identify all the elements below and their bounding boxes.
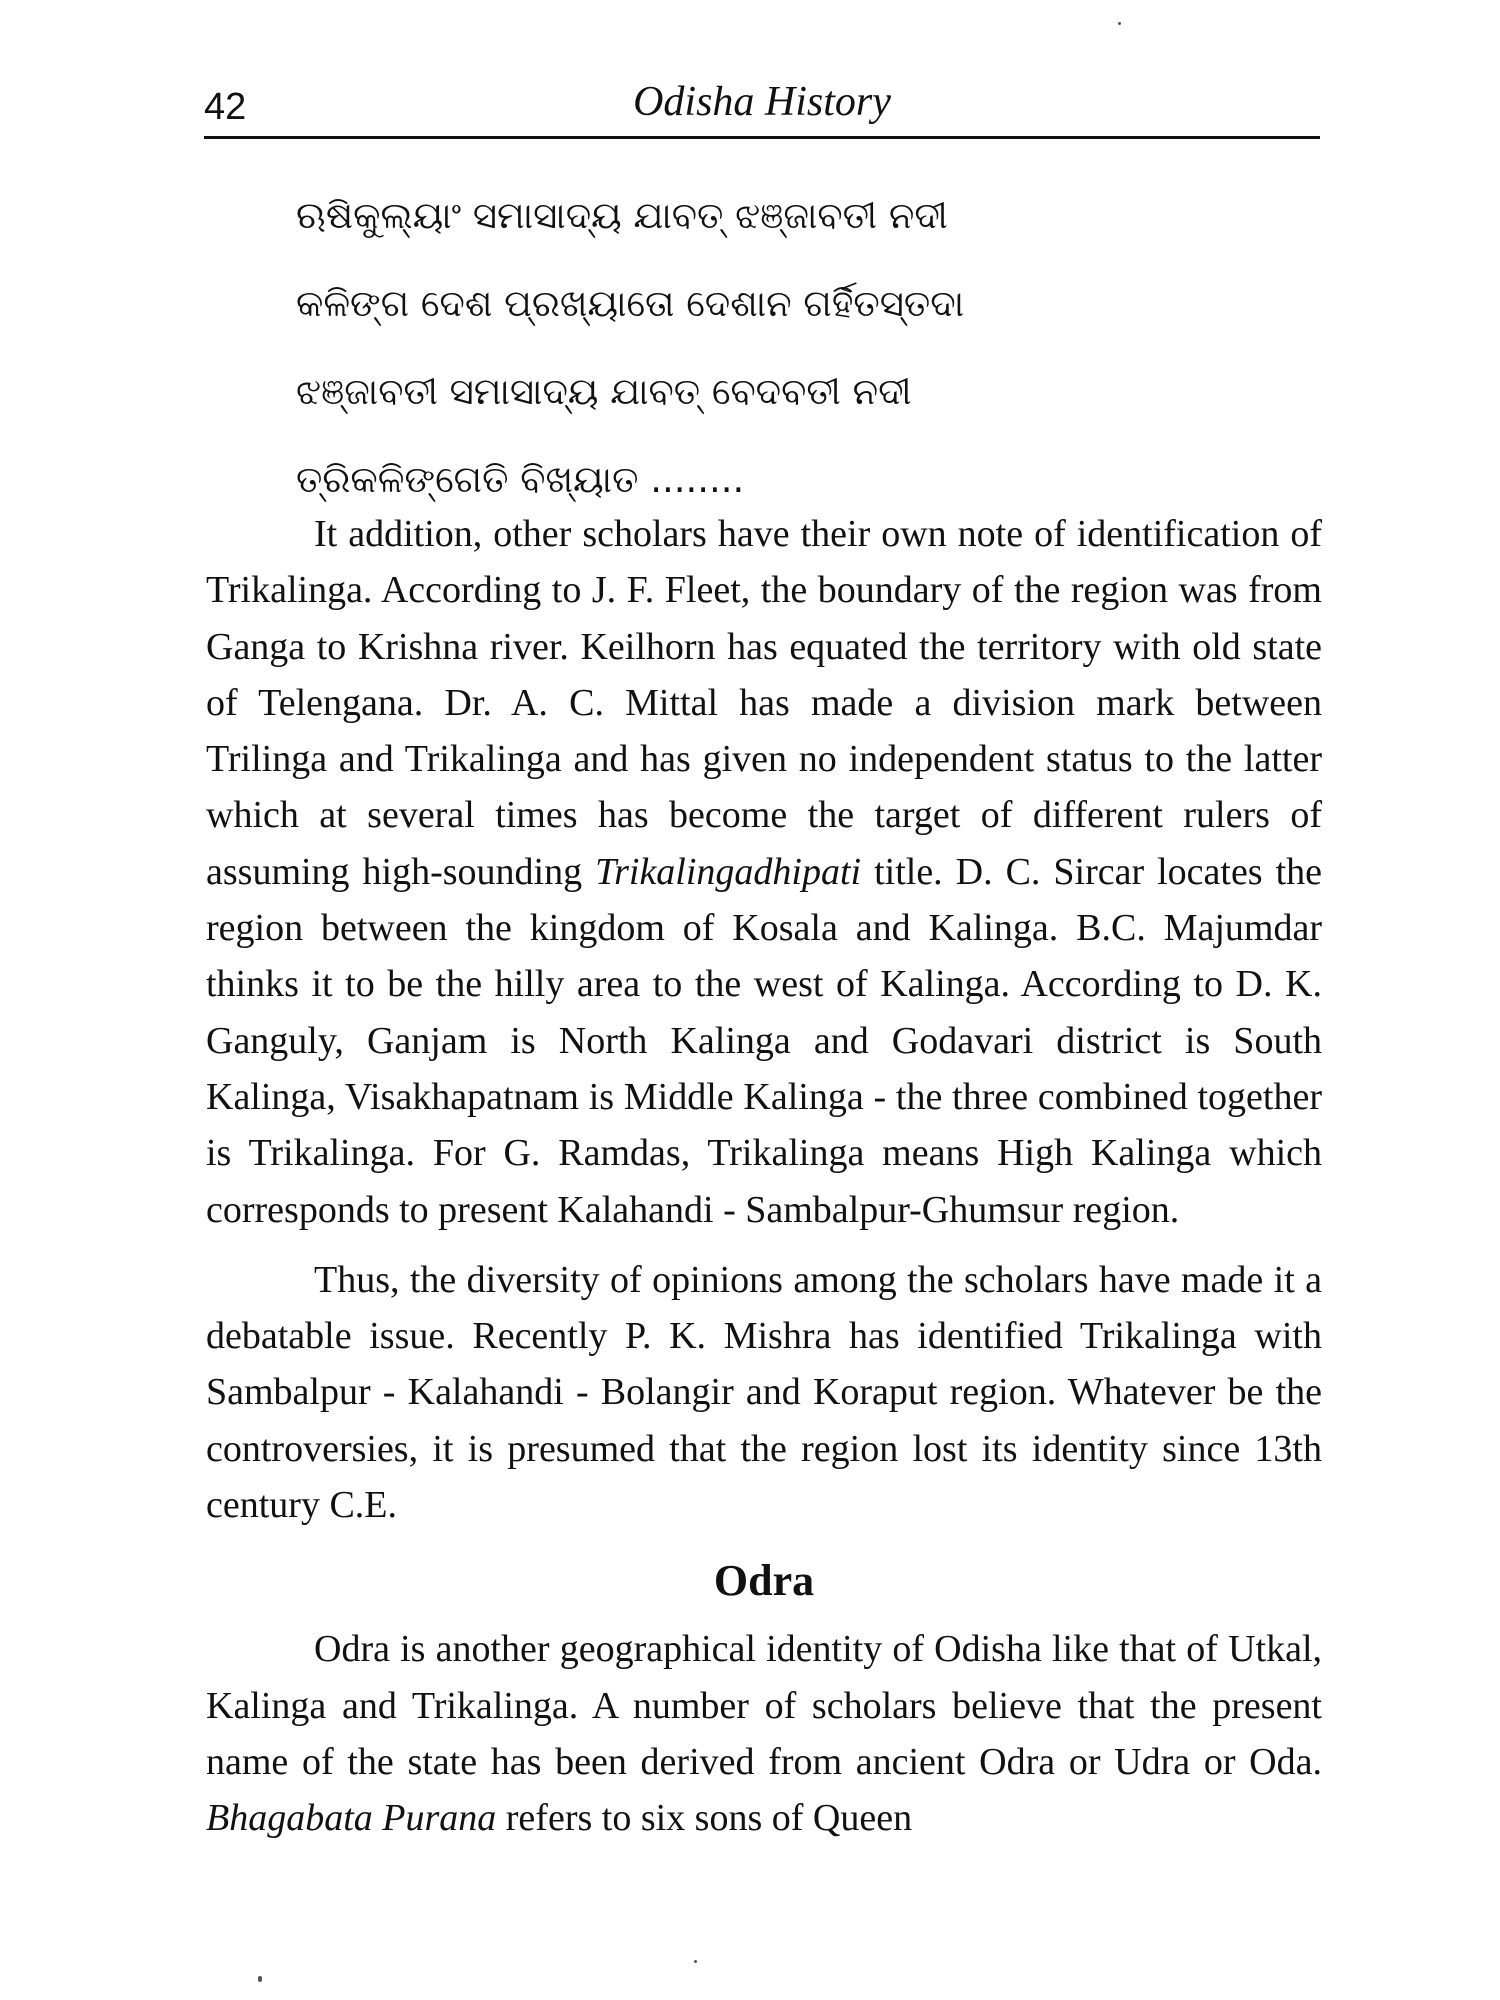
scan-speck (258, 1976, 262, 1982)
paragraph-odra (206, 1621, 1322, 1846)
paragraph-text: It addition, other scholars have their own note of identification of Trikalinga. According to J. F. Fleet, the boundary of the region was from Ganga to Krishna river. Keilhorn has equated the territory with old state of Telengana. Dr. A. C. Mittal has made a division mark between Trilinga and Trikalinga and has given no independent status to the latter which at several times has become the target of different rulers of assuming high-sounding (206, 513, 1322, 893)
verse-line: ଝଞ୍ଜାବତୀ ସମାସାଦ୍ୟ ଯାବତ୍ ବେଦବତୀ ନଦୀ (296, 370, 912, 413)
paragraph-text: title. D. C. Sircar locates the region between the kingdom of Kosala and Kalinga. B.C. Majumdar thinks it to be the hilly area to the west of Kalinga. According to D. K. Ganguly, Ganjam is North Kalinga and Godavari district is South Kalinga, Visakhapatnam is Middle Kalinga - the three combined together is Trikalinga. For G. Ramdas, Trikalinga means High Kalinga which corresponds to present Kalahandi - Sambalpur-Ghumsur region. (206, 850, 1322, 1231)
odia-verse (296, 172, 1296, 524)
verse-line: ଋଷିକୁଲ୍ୟାଂ ସମାସାଦ୍ୟ ଯାବତ୍ ଝଞ୍ଜାବତୀ ନଦୀ (296, 194, 948, 237)
italic-term: Trikalingadhipati (595, 850, 862, 893)
running-title: Odisha History (633, 79, 891, 125)
body-text (206, 506, 1322, 1847)
paragraph-trikalinga-scholars (206, 506, 1322, 1238)
scan-speck (1118, 22, 1121, 25)
scan-speck (694, 1960, 697, 1963)
page-number: 42 (204, 86, 247, 128)
verse-line: ତ୍ରିକଳିଙ୍ଗେତି ବିଖ୍ୟାତ ........ (296, 458, 745, 501)
header-rule (204, 136, 1320, 139)
paragraph-text: refers to six sons of Queen (496, 1797, 913, 1840)
italic-title: Bhagabata Purana (206, 1797, 497, 1840)
paragraph-diversity-of-opinions: Thus, the diversity of opinions among the scholars have made it a debatable issue. Recently P. K. Mishra has identified Trikalinga with Sambalpur - Kalahandi - Bolangir and Koraput region. Whatever be the controversies, it is presumed that the region lost its identity since 13th century C.E. (206, 1258, 1322, 1527)
verse-line: କଳିଙ୍ଗ ଦେଶ ପ୍ରଖ୍ୟାତୋ ଦେଶାନ ଗର୍ହିତସ୍ତଦା (296, 282, 965, 325)
section-heading: Odra (713, 1556, 815, 1606)
paragraph-text: Odra is another geographical identity of Odisha like that of Utkal, Kalinga and Trikalinga. A number of scholars believe that the present name of the state has been derived from ancient Odra or Udra or Oda. (206, 1628, 1322, 1783)
page-header (204, 78, 1320, 136)
